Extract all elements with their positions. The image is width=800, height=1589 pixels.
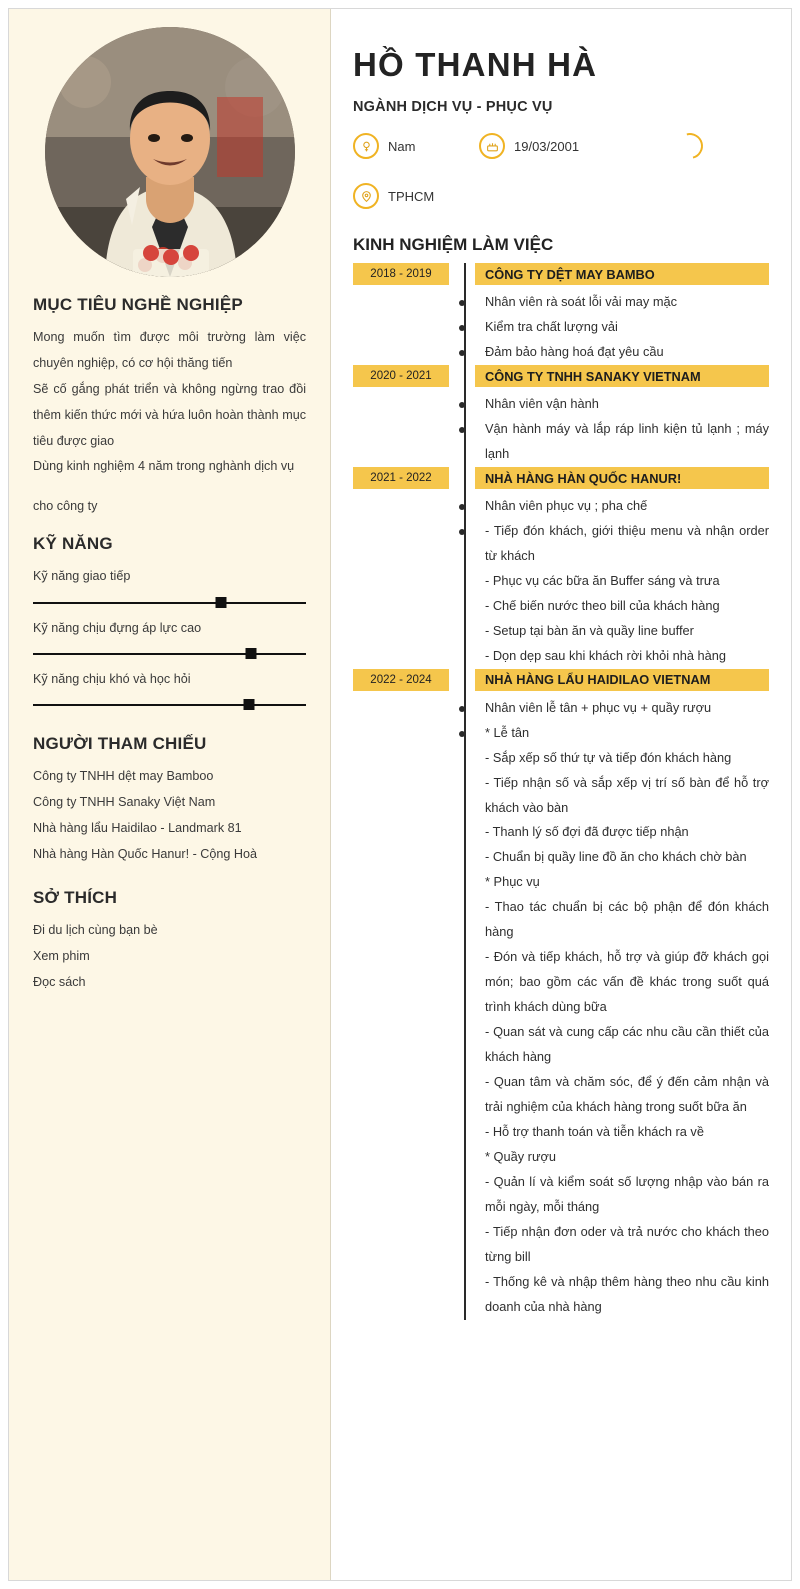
objective-title: MỤC TIÊU NGHỀ NGHIỆP: [33, 295, 243, 314]
skill-item: [33, 564, 306, 609]
objective-line-2: Sẽ cố gắng phát triển và không ngừng trao đồi thêm kiến thức mới và hứa luôn hoàn thành mục tiêu được giao: [33, 382, 306, 448]
reference-item: Công ty TNHH dệt may Bamboo: [33, 769, 214, 784]
experience-bullet: * Lễ tân: [475, 721, 769, 746]
experience-date: 2018 - 2019: [353, 263, 449, 285]
experience-bullet: - Tiếp nhận đơn oder và trả nước cho khách theo từng bill: [485, 1223, 769, 1264]
experience-bullet: - Quan tâm và chăm sóc, để ý đến cảm nhận và trải nghiệm của khách hàng trong suốt bữa ăn: [485, 1073, 769, 1114]
experience-bullet: - Quan sát và cung cấp các nhu cầu cần thiết của khách hàng: [485, 1024, 769, 1065]
experience-date: 2020 - 2021: [353, 365, 449, 387]
skill-bar: [33, 698, 306, 712]
experience-bullet: - Phục vụ các bữa ăn Buffer sáng và trưa: [485, 572, 720, 588]
experience-bullet: - Tiếp đón khách, giới thiệu menu và nhận order từ khách: [475, 519, 769, 569]
experience-bullet: Nhân viên rà soát lỗi vải may mặc: [475, 290, 769, 315]
location-icon: [353, 183, 379, 209]
experience-bullet: - Chuẩn bị quầy line đồ ăn cho khách chờ bàn: [485, 849, 747, 865]
references-title: NGƯỜI THAM CHIẾU: [33, 734, 207, 754]
skill-item: [33, 667, 306, 712]
skill-bar: [33, 596, 306, 610]
location-value: TPHCM: [388, 188, 435, 204]
arc-decoration-icon: [677, 133, 703, 159]
experience-company: NHÀ HÀNG LẨU HAIDILAO VIETNAM: [475, 669, 769, 691]
skill-bar: [33, 647, 306, 661]
meta-row-secondary: [353, 183, 769, 209]
reference-item: Nhà hàng lẩu Haidilao - Landmark 81: [33, 821, 242, 836]
experience-timeline: [353, 263, 769, 1319]
experience-bullet: * Quầy rượu: [485, 1148, 557, 1164]
experience-company: NHÀ HÀNG HÀN QUỐC HANUR!: [475, 467, 769, 489]
skill-bar-track: [33, 704, 306, 706]
cake-icon: [479, 133, 505, 159]
left-sidebar: [9, 9, 331, 1580]
experience-bullet: * Phục vụ: [485, 874, 540, 890]
experience-bullet: Nhân viên vận hành: [475, 392, 769, 417]
experience-bullet: - Dọn dẹp sau khi khách rời khỏi nhà hàng: [485, 647, 727, 663]
experience-bullet: - Thống kê và nhập thêm hàng theo nhu cầu kinh doanh của nhà hàng: [485, 1273, 769, 1314]
experience-bullet: - Chế biến nước theo bill của khách hàng: [485, 597, 720, 613]
meta-location: [353, 183, 434, 209]
experience-item: [370, 669, 769, 1320]
job-title: NGÀNH DỊCH VỤ - PHỤC VỤ: [353, 99, 553, 116]
skill-bar-knob[interactable]: [246, 648, 257, 659]
reference-item: Công ty TNHH Sanaky Việt Nam: [33, 795, 216, 810]
reference-item: Nhà hàng Hàn Quốc Hanur! - Cộng Hoà: [33, 846, 258, 861]
experience-header: [370, 669, 769, 691]
experience-bullet: - Quản lí và kiểm soát số lượng nhập vào bán ra mỗi ngày, mỗi tháng: [485, 1173, 769, 1214]
experience-header: [370, 263, 769, 285]
experience-title: KINH NGHIỆM LÀM VIỆC: [353, 235, 554, 255]
experience-item: [370, 263, 769, 365]
experience-bullet: Nhân viên lễ tân + phục vụ + quầy rượu: [475, 696, 769, 721]
objective-line-1: Mong muốn tìm được môi trường làm việc chuyên nghiệp, có cơ hội thăng tiến: [33, 330, 306, 371]
experience-bullet: - Hỗ trợ thanh toán và tiễn khách ra về: [485, 1123, 704, 1139]
skill-bar-knob[interactable]: [216, 597, 227, 608]
experience-date: 2021 - 2022: [353, 467, 449, 489]
skill-label: Kỹ năng chịu đựng áp lực cao: [33, 620, 202, 635]
main-content: [331, 9, 791, 1580]
skills-title: KỸ NĂNG: [33, 534, 113, 554]
page-title: HỒ THANH HÀ: [353, 46, 598, 83]
experience-bullet: Kiểm tra chất lượng vải: [475, 315, 769, 340]
profile-photo-illustration: [45, 27, 295, 277]
skill-bar-track: [33, 653, 306, 655]
experience-date: 2022 - 2024: [353, 669, 449, 691]
experience-bullet: - Thanh lý số đợi đã được tiếp nhận: [485, 824, 689, 840]
meta-gender: [353, 133, 471, 159]
experience-item: [370, 365, 769, 467]
meta-row-primary: [353, 133, 769, 159]
objective-text: [33, 325, 306, 520]
skill-item: [33, 616, 306, 661]
gender-icon: [353, 133, 379, 159]
skill-bar-knob[interactable]: [243, 699, 254, 710]
experience-bullet: - Đón và tiếp khách, hỗ trợ và giúp đỡ khách gọi món; bao gồm các vấn đề khác trong suốt quá trình khách dùng bữa: [485, 949, 769, 1015]
objective-line-4: cho công ty: [33, 499, 98, 514]
experience-bullet: Nhân viên phục vụ ; pha chế: [475, 494, 769, 519]
skill-label: Kỹ năng chịu khó và học hỏi: [33, 671, 191, 686]
experience-bullet: - Setup tại bàn ăn và quầy line buffer: [485, 622, 694, 638]
skill-label: Kỹ năng giao tiếp: [33, 569, 131, 584]
experience-item: [370, 467, 769, 669]
experience-bullet: Vận hành máy và lắp ráp linh kiện tủ lạnh ; máy lạnh: [475, 417, 769, 467]
experience-bullet: Đảm bảo hàng hoá đạt yêu cầu: [475, 340, 769, 365]
hobby-item: Đi du lịch cùng bạn bè: [33, 923, 158, 938]
dob-value: 19/03/2001: [514, 138, 580, 154]
experience-bullet: - Tiếp nhận số và sắp xếp vị trí số bàn để hỗ trợ khách vào bàn: [485, 774, 769, 815]
meta-dob: [479, 133, 669, 159]
hobby-item: Xem phim: [33, 948, 90, 963]
experience-header: [370, 467, 769, 489]
gender-value: Nam: [388, 138, 416, 154]
skill-bar-track: [33, 602, 306, 604]
hobbies-title: SỞ THÍCH: [33, 887, 118, 907]
experience-header: [370, 365, 769, 387]
resume-sheet: [8, 8, 792, 1581]
experience-bullet: - Sắp xếp số thứ tự và tiếp đón khách hàng: [485, 749, 732, 765]
experience-company: CÔNG TY DỆT MAY BAMBO: [475, 263, 769, 285]
experience-bullet: - Thao tác chuẩn bị các bộ phận để đón khách hàng: [485, 899, 769, 940]
experience-company: CÔNG TY TNHH SANAKY VIETNAM: [475, 365, 769, 387]
hobby-item: Đọc sách: [33, 974, 86, 989]
objective-line-3: Dùng kinh nghiệm 4 năm trong nghành dịch vụ: [33, 459, 295, 474]
avatar: [45, 27, 295, 277]
